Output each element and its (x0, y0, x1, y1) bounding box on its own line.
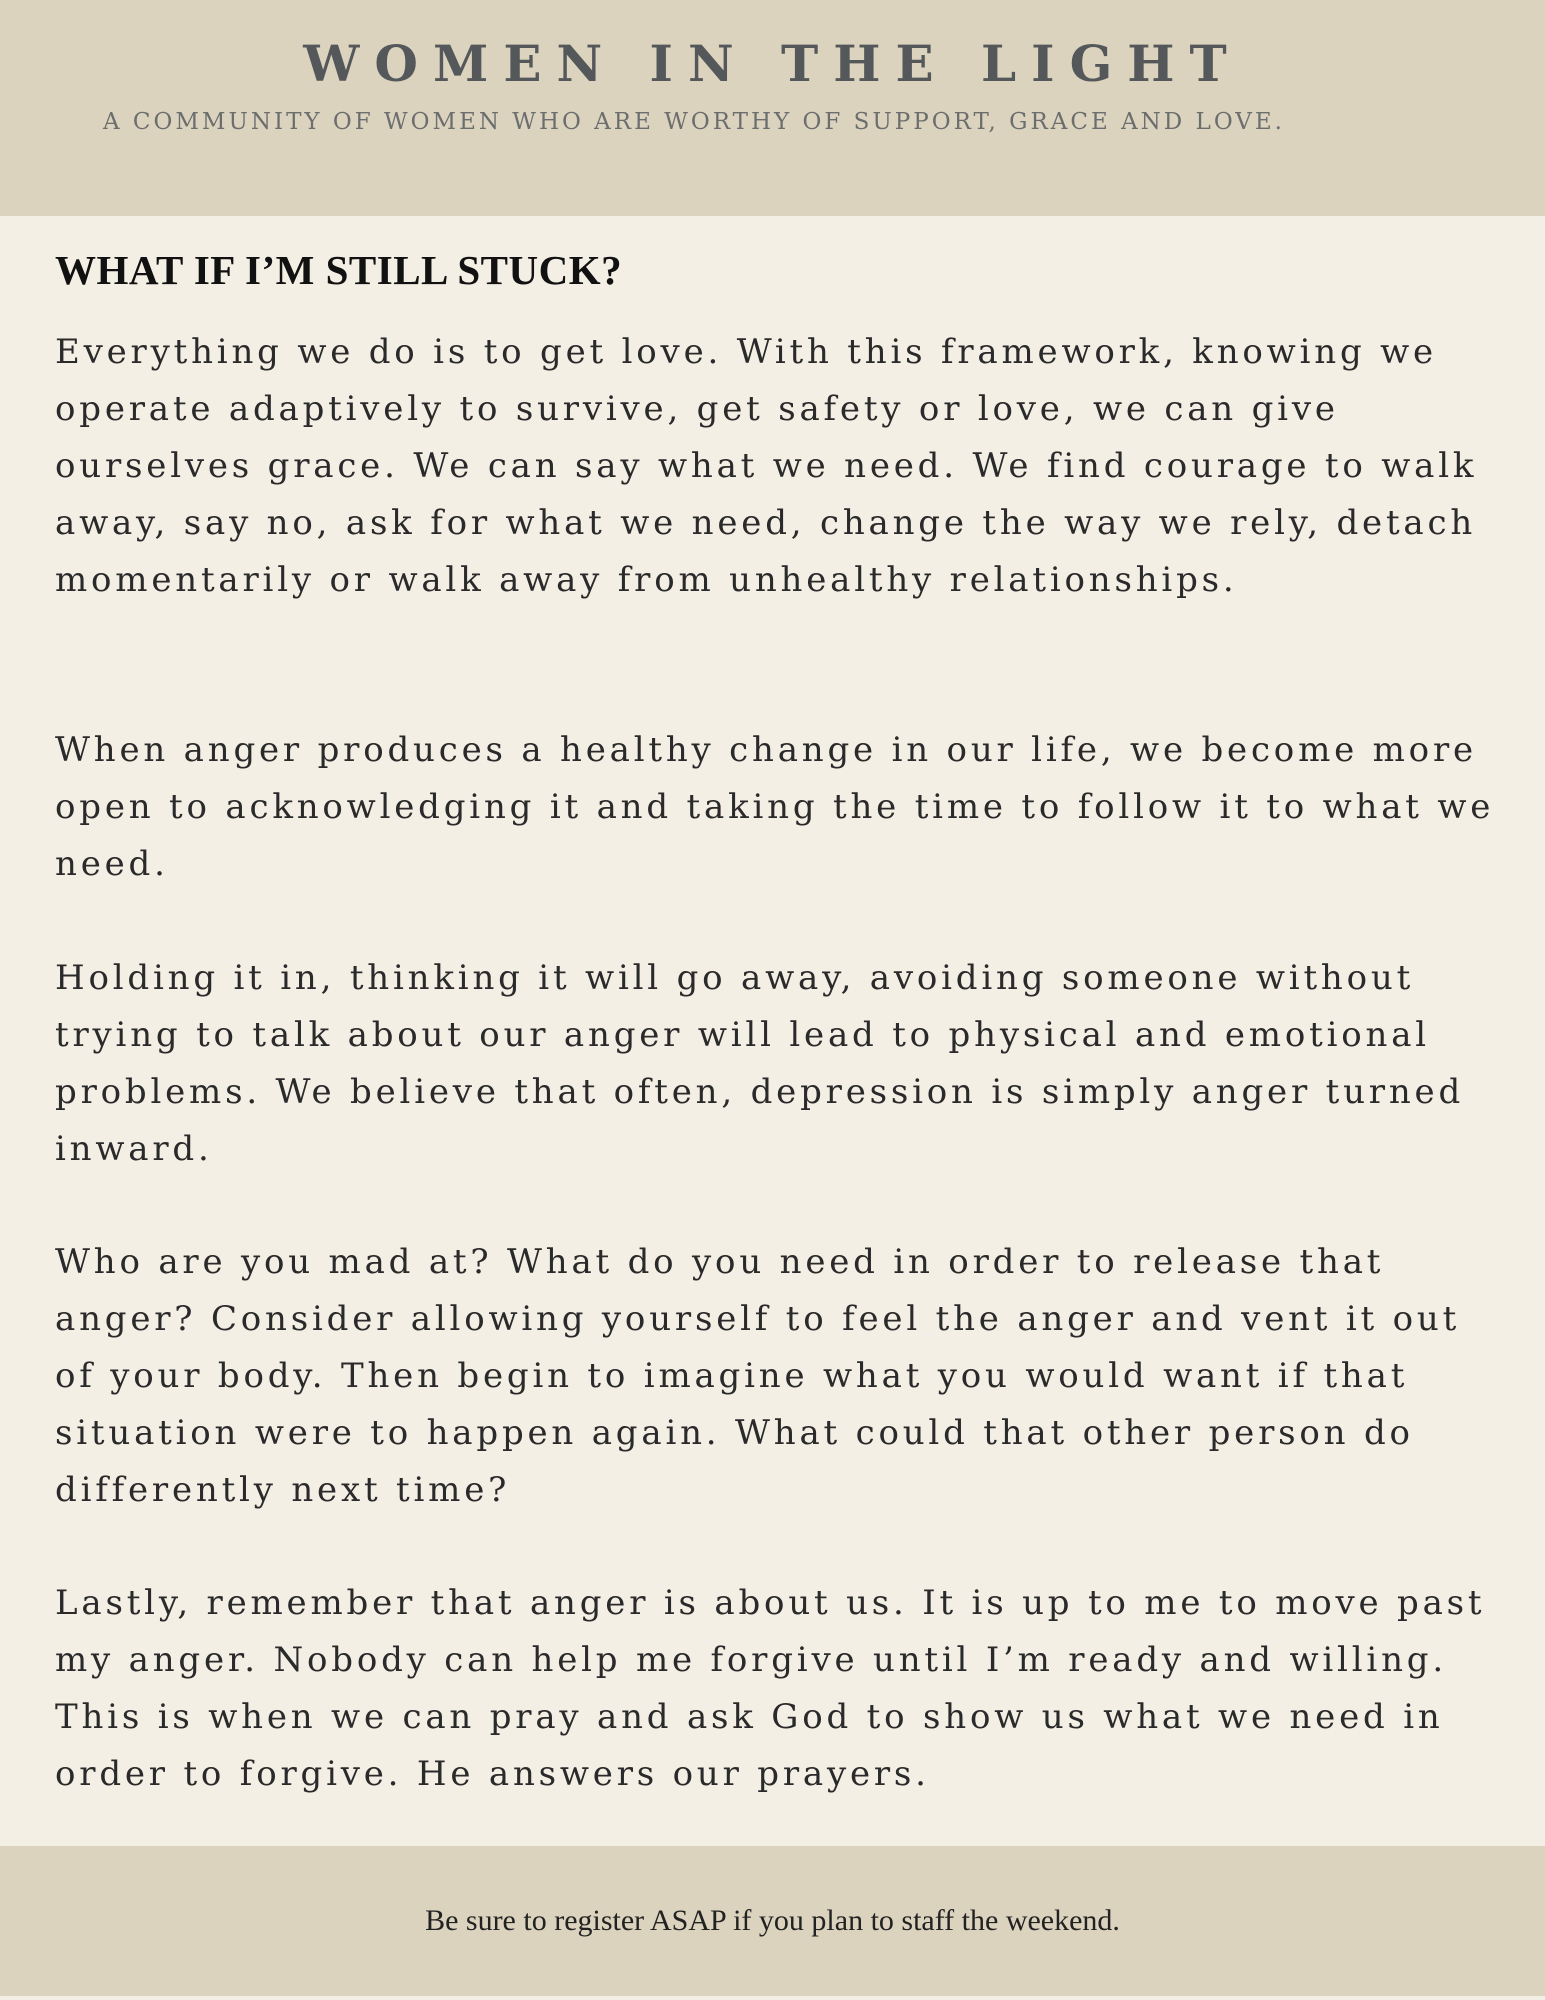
body-paragraph-1: Everything we do is to get love. With this framework, knowing we operate adaptively to survive, get safety or love, we can give ourselves grace. We can say what we need. We find courage to walk away, say no, ask for what we need, change the way we rely, detach momentarily or walk away from unhealthy relationships. (55, 332, 1478, 600)
body-paragraph-2: When anger produces a healthy change in our life, we become more open to acknowledging it and taking the time to follow it to what we need. (55, 730, 1495, 884)
body-paragraph-5: Lastly, remember that anger is about us. It is up to me to move past my anger. Nobody can help me forgive until I’m ready and willing. This is when we can pray and ask God to show us what we need in order to forgive. He answers our prayers. (55, 1583, 1486, 1794)
page-header (0, 0, 1545, 216)
main-content (55, 244, 1495, 1794)
site-tagline: A COMMUNITY OF WOMEN WHO ARE WORTHY OF SUPPORT, GRACE AND LOVE. (103, 109, 1285, 135)
page-footer (0, 1846, 1545, 1996)
footer-note: Be sure to register ASAP if you plan to staff the weekend. (425, 1904, 1120, 1937)
body-paragraph-3: Holding it in, thinking it will go away, avoiding someone without trying to talk about our anger will lead to physical and emotional problems. We believe that often, depression is simply anger turned inward. (55, 958, 1465, 1169)
section-heading: WHAT IF I’M STILL STUCK? (55, 247, 623, 293)
body-paragraph-4: Who are you mad at? What do you need in order to release that anger? Consider allowing yourself to feel the anger and vent it out of your body. Then begin to imagine what you would want if that situation were to happen again. What could that other person do differently next time? (55, 1242, 1461, 1510)
site-title: WOMEN IN THE LIGHT (303, 34, 1242, 93)
